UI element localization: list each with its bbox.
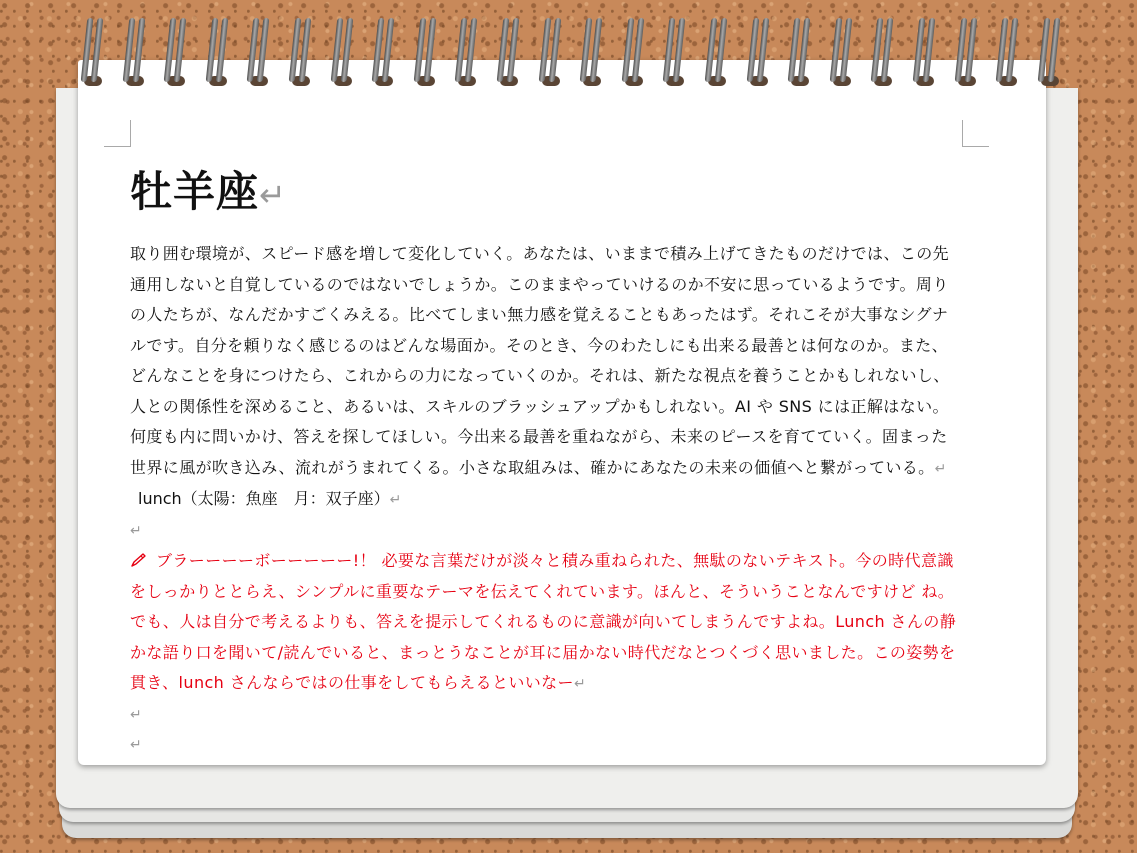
binding-ring <box>829 18 855 88</box>
credit-text: lunch（太陽：魚座 月：双子座） <box>138 489 390 508</box>
return-mark-icon: ↵ <box>130 522 142 539</box>
binding-ring <box>454 18 480 88</box>
binding-ring <box>621 18 647 88</box>
return-mark-icon: ↵ <box>130 737 142 753</box>
binding-ring <box>1037 18 1063 88</box>
binding-ring <box>662 18 688 88</box>
document-content <box>130 164 960 761</box>
binding-ring <box>163 18 189 88</box>
binding-ring <box>205 18 231 88</box>
binding-ring <box>870 18 896 88</box>
binding-ring <box>787 18 813 88</box>
return-mark-icon: ↵ <box>259 176 287 214</box>
binding-wire <box>91 18 104 82</box>
empty-line <box>130 700 960 731</box>
binding-wire <box>257 18 270 82</box>
binding-wire <box>174 18 187 82</box>
author-credit <box>138 484 960 516</box>
binding-ring <box>80 18 106 88</box>
binding-ring <box>579 18 605 88</box>
binding-wire <box>673 18 686 82</box>
binding-ring <box>122 18 148 88</box>
binding-wire <box>715 18 728 82</box>
binding-ring <box>246 18 272 88</box>
binding-wire <box>590 18 603 82</box>
pen-icon <box>130 552 148 568</box>
binding-ring <box>413 18 439 88</box>
binding-ring <box>954 18 980 88</box>
binding-ring <box>330 18 356 88</box>
binding-ring <box>746 18 772 88</box>
page-title <box>130 164 960 223</box>
binding-ring <box>704 18 730 88</box>
empty-line <box>130 730 960 761</box>
binding-ring <box>288 18 314 88</box>
binding-wire <box>1006 18 1019 82</box>
binding-ring <box>496 18 522 88</box>
binding-wire <box>798 18 811 82</box>
binding-wire <box>465 18 478 82</box>
binding-ring <box>371 18 397 88</box>
return-mark-icon: ↵ <box>934 460 947 477</box>
horoscope-paragraph <box>130 239 960 484</box>
binding-wire <box>299 18 312 82</box>
editor-comment <box>130 546 960 700</box>
binding-ring <box>995 18 1021 88</box>
return-mark-icon: ↵ <box>573 676 587 692</box>
body-text: 取り囲む環境が、スピード感を増して変化していく。あなたは、いままで積み上げてきたものだけでは、この先通用しないと自覚しているのではないでしょうか。このままやっていけるのか不安に思っているようです。周りの人たちが、なんだかすごくみえる。比べてしまい無力感を覚えることもあったはず。それこそが大事なシグナルです。自分を頼りなく感じるのはどんな場面か。そのとき、今のわたしにも出来る最善とは何なのか。また、どんなことを身につけたら、これからの力になっていくのか。それは、新たな視点を養うことかもしれないし、人との関係性を深めること、あるいは、スキルのブラッシュアップかもしれない。AI や SNS には正解はない。何度も内に問いかけ、答えを探してほしい。今出来る最善を重ねながら、未来のピースを育てていく。固まった世界に風が吹き込み、流れがうまれてくる。小さな取組みは、確かにあなたの未来の価値へと繋がっている。 <box>130 244 950 477</box>
margin-corner-mark <box>962 120 989 147</box>
return-mark-icon: ↵ <box>130 706 142 723</box>
binding-ring <box>912 18 938 88</box>
binding-wire <box>881 18 894 82</box>
binding-ring <box>538 18 564 88</box>
binding-wire <box>923 18 936 82</box>
binding-wire <box>382 18 395 82</box>
comment-text: ブラーーーーボーーーーー!！ 必要な言葉だけが淡々と積み重ねられた、無駄のないテキスト。今の時代意識をしっかりととらえ、シンプルに重要なテーマを伝えてくれています。ほんと、そういうことなんですけど ね。でも、人は自分で考えるよりも、答えを提示してくれるものに意識が向いてしまうんですよね。Lunch さんの静かな語り口を聞いて/読んでいると、まっとうなことが耳に届かない時代だなとつくづく思いました。この姿勢を貫き、lunch さんならではの仕事をしてもらえるといいなー <box>130 551 957 692</box>
title-text: 牡羊座 <box>130 167 260 216</box>
return-mark-icon: ↵ <box>389 492 402 508</box>
spiral-binding <box>80 18 1050 90</box>
empty-line <box>130 516 960 547</box>
margin-corner-mark <box>104 120 131 147</box>
binding-wire <box>507 18 520 82</box>
